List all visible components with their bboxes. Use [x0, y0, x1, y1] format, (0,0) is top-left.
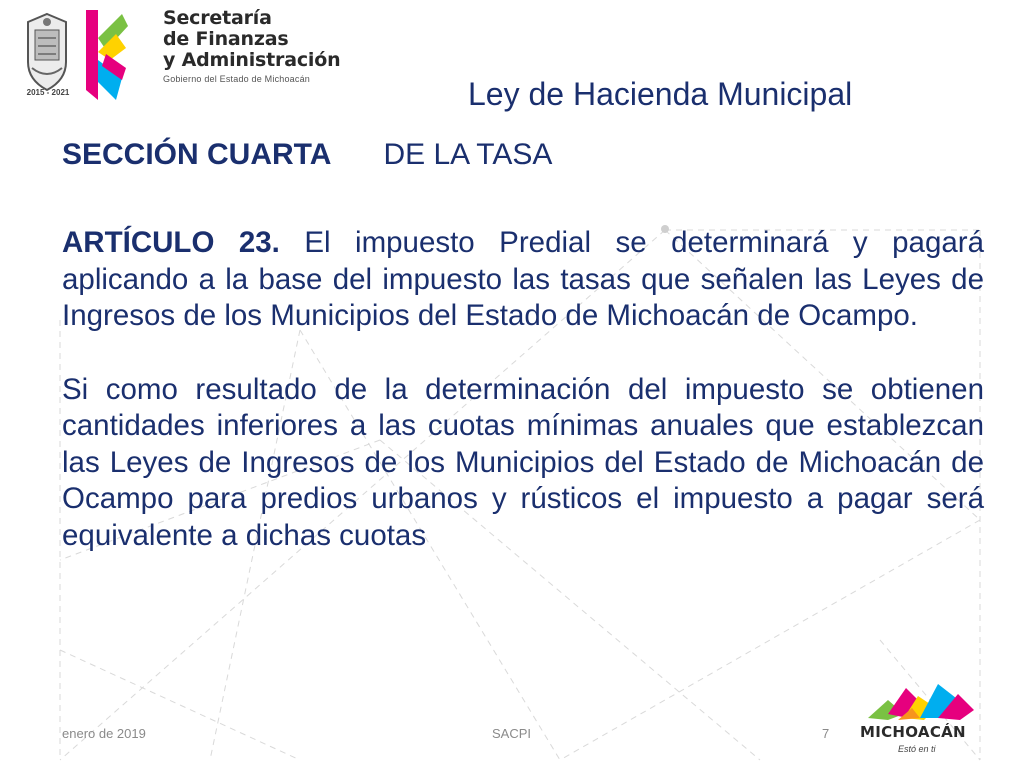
- seal-years: 2015 - 2021: [26, 88, 70, 97]
- org-name-line-1: Secretaría: [163, 7, 272, 29]
- second-paragraph: Si como resultado de la determinación del impuesto se obtienen cantidades inferiores a las cuotas mínimas anuales que establezcan las Leyes de Ingresos de los Municipios del Estado de Michoacán de Ocampo para predios urbanos y rústicos el impuesto a pagar será equivalente a dichas cuotas: [62, 372, 984, 552]
- org-name-line-3: y Administración: [163, 49, 341, 71]
- article-label: ARTÍCULO 23.: [62, 226, 280, 259]
- body-text: [62, 225, 984, 554]
- page-number: 7: [822, 726, 830, 741]
- brand-tagline: Estó en ti: [898, 744, 936, 754]
- org-name-line-2: de Finanzas: [163, 28, 289, 50]
- footer-date: enero de 2019: [62, 726, 146, 741]
- org-subtitle: Gobierno del Estado de Michoacán: [163, 74, 310, 84]
- organization-name: [163, 8, 340, 84]
- article-paragraph: [62, 225, 984, 335]
- footer-center-text: SACPI: [492, 726, 532, 741]
- section-subtitle: DE LA TASA: [383, 138, 553, 171]
- article-text: El impuesto Predial se determinará y pagará aplicando a la base del impuesto las tasas que señalen las Leyes de Ingresos de los Municipios del Estado de Michoacán de Ocampo.: [62, 226, 984, 332]
- brand-name: MICHOACÁN: [860, 723, 966, 741]
- slide-title: Ley de Hacienda Municipal: [468, 76, 853, 112]
- section-label: SECCIÓN CUARTA: [62, 138, 332, 171]
- state-seal-logo: [22, 10, 72, 100]
- section-heading: [62, 138, 552, 172]
- k-brand-logo: [82, 8, 130, 102]
